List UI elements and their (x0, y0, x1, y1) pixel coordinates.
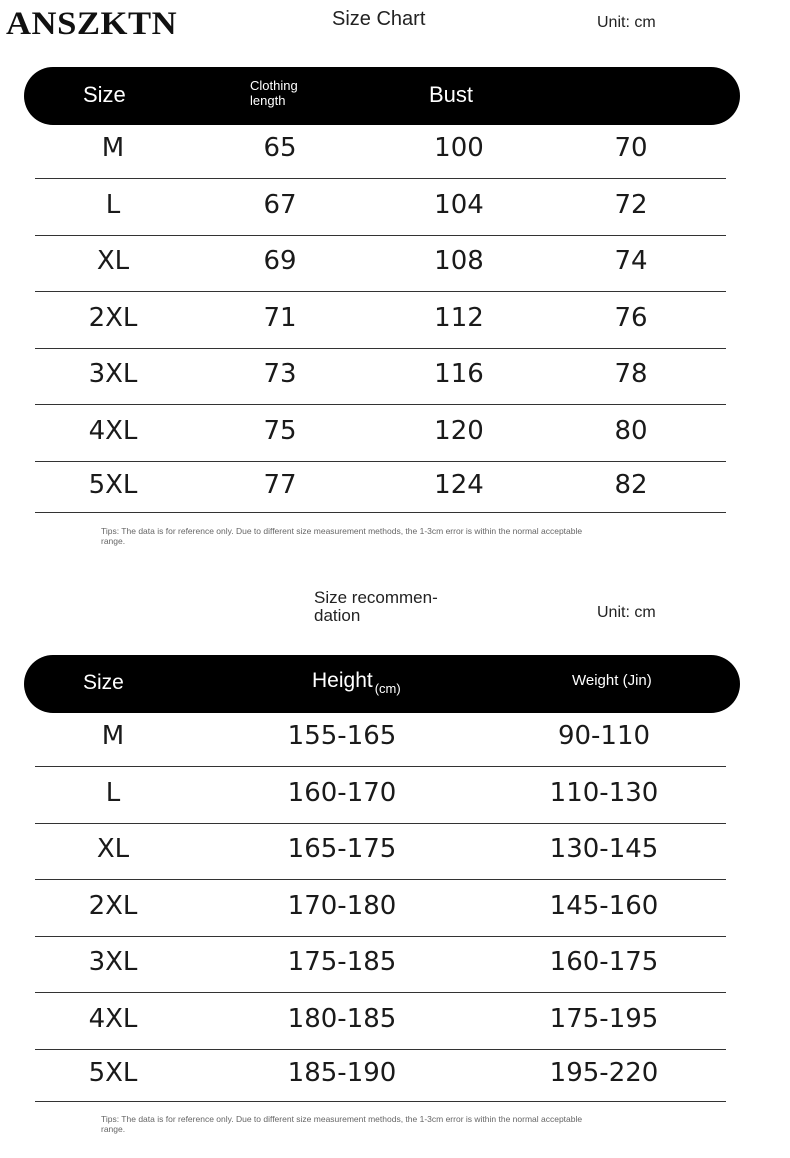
table-row (35, 348, 726, 405)
table-cell: 2XL (88, 302, 138, 333)
table-cell: 116 (434, 359, 484, 389)
table-cell: L (105, 189, 121, 220)
size-chart-title: Size Chart (332, 8, 426, 30)
size-recommendation-title (314, 589, 438, 625)
table-cell: 145-160 (549, 890, 659, 921)
table-row (35, 936, 726, 993)
table-row (35, 879, 726, 937)
header-clothing-line2: length (250, 93, 286, 108)
table-cell: 110-130 (549, 777, 659, 808)
table-cell: 67 (263, 189, 297, 220)
rec-tips-line2: range. (101, 1123, 126, 1134)
header-bust: Bust (429, 82, 474, 107)
table-cell: 72 (614, 189, 648, 220)
table-cell: 124 (434, 469, 484, 500)
table-cell: 100 (434, 133, 484, 163)
size-chart-tips (101, 527, 711, 546)
table-cell: 90-110 (557, 721, 651, 751)
table-cell: 3XL (88, 947, 138, 977)
table-cell: 4XL (88, 1003, 138, 1034)
size-chart-unit: Unit: cm (597, 14, 656, 31)
header-size: Size (83, 82, 126, 107)
size-recommendation-header (24, 655, 740, 713)
table-cell: 80 (614, 415, 648, 446)
table-cell: 78 (614, 359, 648, 389)
table-cell: 165-175 (287, 834, 397, 864)
brand-logo: ANSZKTN (6, 6, 178, 42)
table-cell: 76 (614, 302, 648, 333)
size-chart-header (24, 67, 740, 125)
rec-header-size: Size (83, 671, 124, 694)
table-cell: 4XL (88, 415, 138, 446)
table-cell: 180-185 (287, 1003, 397, 1034)
table-cell: 70 (614, 133, 648, 163)
table-cell: M (101, 721, 125, 751)
rec-header-height-unit: (cm) (374, 681, 401, 696)
table-row (35, 122, 726, 179)
table-row (35, 823, 726, 880)
table-cell: 71 (263, 302, 297, 333)
table-cell: 175-195 (549, 1003, 659, 1034)
table-cell: 108 (434, 246, 484, 276)
table-cell: 155-165 (287, 721, 397, 751)
rec-header-height (312, 669, 401, 696)
table-row (35, 461, 726, 513)
table-cell: 5XL (88, 469, 138, 500)
rec-header-weight: Weight (Jin) (572, 672, 652, 689)
table-cell: 160-175 (549, 947, 659, 977)
table-cell: 82 (614, 469, 648, 500)
table-cell: 112 (434, 302, 484, 333)
tips-line1: Tips: The data is for reference only. Due to different size measurement methods, the 1-3cm error is within the normal acceptable (101, 526, 583, 536)
tips-line2: range. (101, 535, 126, 546)
table-row (35, 1049, 726, 1102)
rec-title-line1: Size recommen- (314, 588, 438, 607)
table-row (35, 710, 726, 767)
table-cell: L (105, 777, 121, 808)
table-cell: XL (96, 834, 130, 864)
table-cell: 77 (263, 469, 297, 500)
table-cell: 160-170 (287, 777, 397, 808)
table-cell: 104 (434, 189, 484, 220)
table-cell: 75 (263, 415, 297, 446)
table-cell: 185-190 (287, 1058, 397, 1088)
table-cell: 2XL (88, 890, 138, 921)
table-row (35, 766, 726, 824)
table-cell: 74 (614, 246, 648, 276)
table-row (35, 404, 726, 462)
table-cell: 175-185 (287, 947, 397, 977)
table-cell: XL (96, 246, 130, 276)
header-clothing-length (250, 78, 298, 108)
table-cell: 73 (263, 359, 297, 389)
size-recommendation-tips (101, 1115, 711, 1134)
table-cell: 65 (263, 133, 297, 163)
table-cell: 195-220 (549, 1058, 659, 1088)
rec-title-line2: dation (314, 606, 361, 625)
table-cell: 5XL (88, 1058, 138, 1088)
table-row (35, 291, 726, 349)
size-recommendation-unit: Unit: cm (597, 604, 656, 621)
table-cell: 120 (434, 415, 484, 446)
rec-header-height-label: Height (312, 669, 373, 692)
table-cell: M (101, 133, 125, 163)
rec-tips-line1: Tips: The data is for reference only. Due to different size measurement methods, the 1-3cm error is within the normal acceptable (101, 1114, 583, 1124)
table-row (35, 178, 726, 236)
table-row (35, 235, 726, 292)
table-row (35, 992, 726, 1050)
table-cell: 69 (263, 246, 297, 276)
header-clothing-line1: Clothing (250, 78, 298, 93)
table-cell: 3XL (88, 359, 138, 389)
table-cell: 130-145 (549, 834, 659, 864)
table-cell: 170-180 (287, 890, 397, 921)
